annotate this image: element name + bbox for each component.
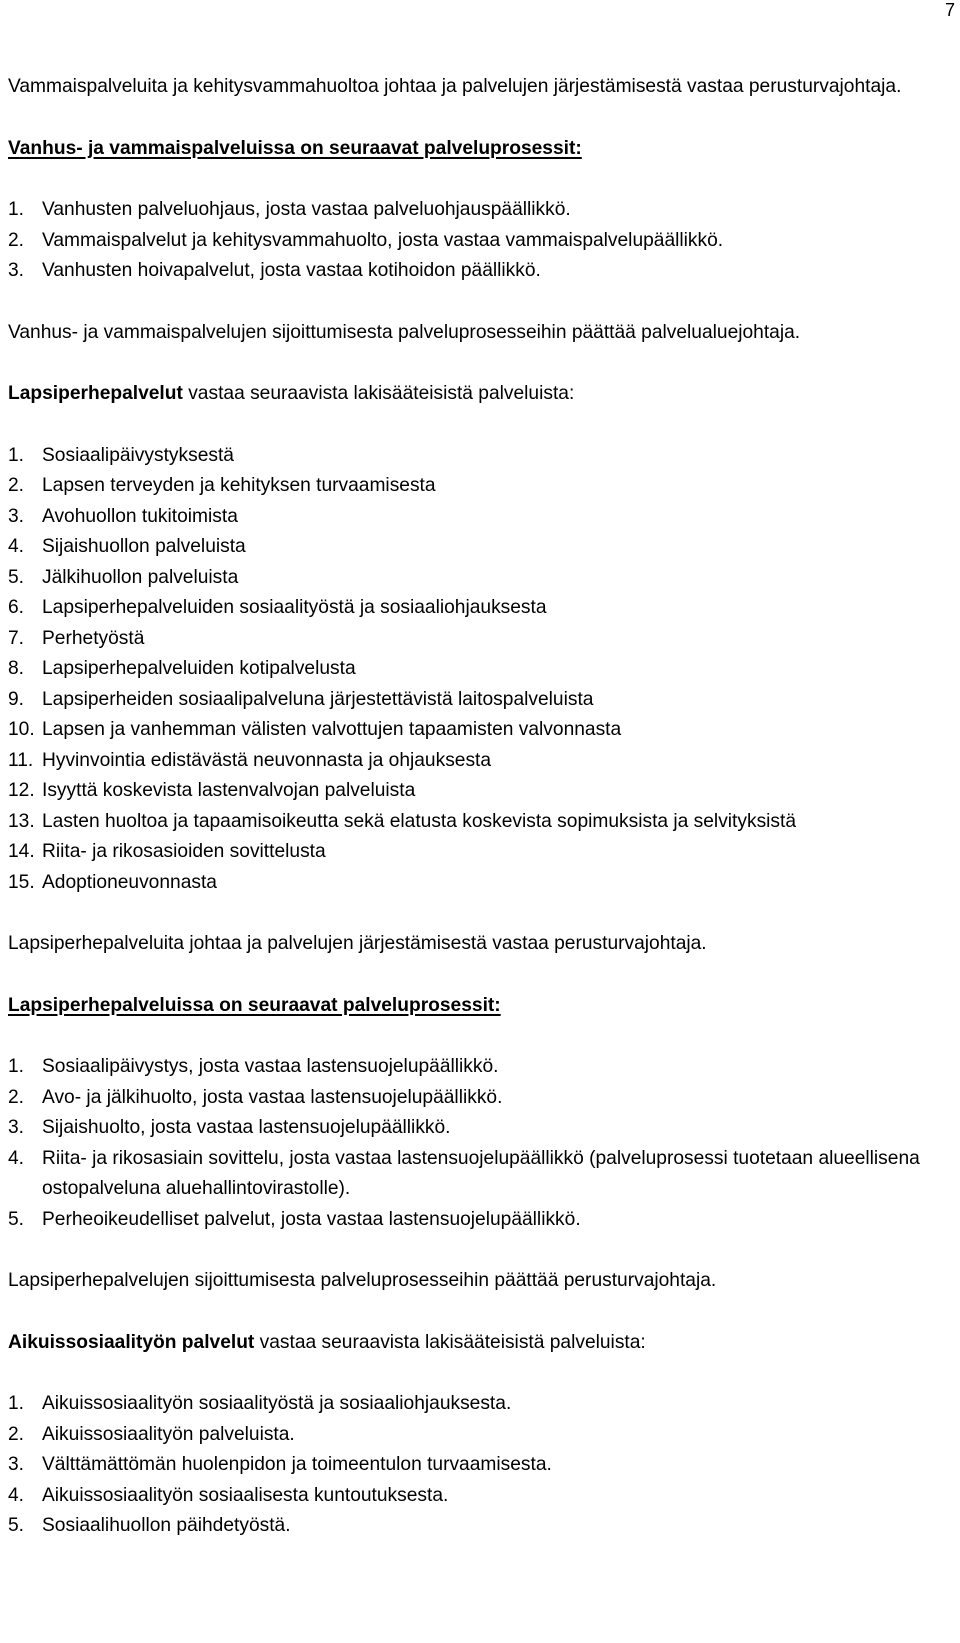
list-item [8,776,953,807]
closing-paragraph-elderly: Vanhus- ja vammaispalvelujen sijoittumisesta palveluprosesseihin päättää palvelualuejohtaja. [8,321,801,343]
list-number: 2. [8,1086,25,1108]
section-heading-family-processes [8,991,953,1022]
list-number: 2. [8,229,25,251]
list-number: 14. [8,841,35,862]
list-adult-services [8,1389,953,1542]
list-number: 8. [8,658,25,679]
list-text: Lapsiperheiden sosiaalipalveluna järjestettävistä laitospalveluista [42,688,594,710]
list-item [8,807,953,838]
list-family-services [8,441,953,899]
list-text: Riita- ja rikosasioiden sovittelusta [42,841,326,862]
list-text: Lapsiperhepalveluiden kotipalvelusta [42,658,356,679]
list-item [8,256,953,287]
list-number: 1. [8,1056,25,1077]
list-text: Sosiaalipäivystyksestä [42,444,234,466]
list-number: 3. [8,1117,25,1138]
closing-paragraph-family: Lapsiperhepalveluita johtaa ja palvelujen järjestämisestä vastaa perusturvajohtaja. [8,933,707,954]
section-heading-elderly-disability [8,134,953,165]
heading-bold-text: Lapsiperhepalvelut [8,383,183,404]
list-family-processes [8,1052,953,1235]
list-number: 9. [8,688,25,710]
list-text: Välttämättömän huolenpidon ja toimeentulon turvaamisesta. [42,1454,552,1475]
list-text: Isyyttä koskevista lastenvalvojan palveluista [42,780,416,801]
list-number: 5. [8,566,25,588]
list-number: 10. [8,719,35,740]
list-item [8,1511,953,1542]
list-item [8,685,953,716]
list-text: Perhetyöstä [42,627,145,649]
list-item [8,715,953,746]
list-text: Sijaishuollon palveluista [42,536,246,557]
list-text: Sosiaalipäivystys, josta vastaa lastensuojelupäällikkö. [42,1056,499,1077]
document-body [8,72,953,1542]
list-text: Lapsiperhepalveluiden sosiaalityöstä ja sosiaaliohjauksesta [42,597,547,618]
list-text: Aikuissosiaalityön sosiaalityöstä ja sosiaaliohjauksesta. [42,1393,512,1414]
list-text: Adoptioneuvonnasta [42,871,217,893]
list-item [8,195,953,226]
intro-paragraph: Vammaispalveluita ja kehitysvammahuoltoa johtaa ja palvelujen järjestämisestä vastaa perusturvajohtaja. [8,76,902,97]
list-number: 6. [8,597,25,618]
list-text: Lasten huoltoa ja tapaamisoikeutta sekä elatusta koskevista sopimuksista ja selvityksistä [42,810,797,832]
list-text: Avohuollon tukitoimista [42,505,238,527]
list-item [8,1144,953,1205]
list-item [8,1420,953,1451]
list-item [8,654,953,685]
list-number: 15. [8,871,35,893]
list-number: 3. [8,1454,25,1475]
list-item [8,226,953,257]
section-heading-adult-social-work [8,1328,953,1359]
list-text: Vanhusten palveluohjaus, josta vastaa palveluohjauspäällikkö. [42,199,571,220]
list-item [8,1205,953,1236]
list-number: 7. [8,627,25,649]
list-text: Lapsen terveyden ja kehityksen turvaamisesta [42,475,436,496]
page-number: 7 [945,0,956,20]
list-item [8,1083,953,1114]
list-number: 1. [8,199,25,220]
list-item [8,746,953,777]
heading-rest-text: vastaa seuraavista lakisääteisistä palveluista: [254,1331,646,1353]
list-text: Jälkihuollon palveluista [42,566,239,588]
list-number: 3. [8,260,25,281]
list-text: Sosiaalihuollon päihdetyöstä. [42,1515,291,1536]
list-number: 5. [8,1208,25,1230]
section-heading-family-services [8,379,953,410]
list-text: Hyvinvointia edistävästä neuvonnasta ja ohjauksesta [42,749,492,771]
list-item [8,1481,953,1512]
closing-paragraph-family-processes: Lapsiperhepalvelujen sijoittumisesta palveluprosesseihin päättää perusturvajohtaja. [8,1270,717,1291]
list-number: 11. [8,749,34,771]
heading-text: Vanhus- ja vammaispalveluissa on seuraavat palveluprosessit: [8,137,582,159]
list-text: Avo- ja jälkihuolto, josta vastaa lastensuojelupäällikkö. [42,1086,503,1108]
heading-text: Lapsiperhepalveluissa on seuraavat palveluprosessit: [8,994,501,1016]
list-item [8,563,953,594]
list-number: 5. [8,1515,25,1536]
list-number: 1. [8,1393,25,1414]
heading-rest-text: vastaa seuraavista lakisääteisistä palveluista: [182,383,575,404]
list-text: Aikuissosiaalityön sosiaalisesta kuntoutuksesta. [42,1484,449,1506]
list-item [8,837,953,868]
list-item [8,1389,953,1420]
list-number: 4. [8,1484,25,1506]
list-number: 4. [8,536,25,557]
list-item [8,1052,953,1083]
list-text: Riita- ja rikosasiain sovittelu, josta vastaa lastensuojelupäällikkö (palveluprosessi tuotetaan alueellisena ostopalveluna aluehallintovirastolle). [42,1147,920,1199]
list-item [8,471,953,502]
list-item [8,532,953,563]
list-text: Sijaishuolto, josta vastaa lastensuojelupäällikkö. [42,1117,451,1138]
heading-bold-text: Aikuissosiaalityön palvelut [8,1331,255,1353]
list-item [8,441,953,472]
list-number: 2. [8,1423,25,1445]
list-number: 3. [8,505,25,527]
list-number: 13. [8,810,35,832]
list-text: Vammaispalvelut ja kehitysvammahuolto, josta vastaa vammaispalvelupäällikkö. [42,229,724,251]
list-text: Vanhusten hoivapalvelut, josta vastaa kotihoidon päällikkö. [42,260,541,281]
list-item [8,593,953,624]
list-number: 4. [8,1147,25,1169]
list-item [8,868,953,899]
list-item [8,1113,953,1144]
list-elderly-processes [8,195,953,287]
list-number: 1. [8,444,25,466]
list-number: 2. [8,475,25,496]
list-item [8,624,953,655]
list-text: Aikuissosiaalityön palveluista. [42,1423,295,1445]
list-text: Perheoikeudelliset palvelut, josta vastaa lastensuojelupäällikkö. [42,1208,581,1230]
list-item [8,1450,953,1481]
list-number: 12. [8,780,35,801]
list-item [8,502,953,533]
list-text: Lapsen ja vanhemman välisten valvottujen tapaamisten valvonnasta [42,719,622,740]
